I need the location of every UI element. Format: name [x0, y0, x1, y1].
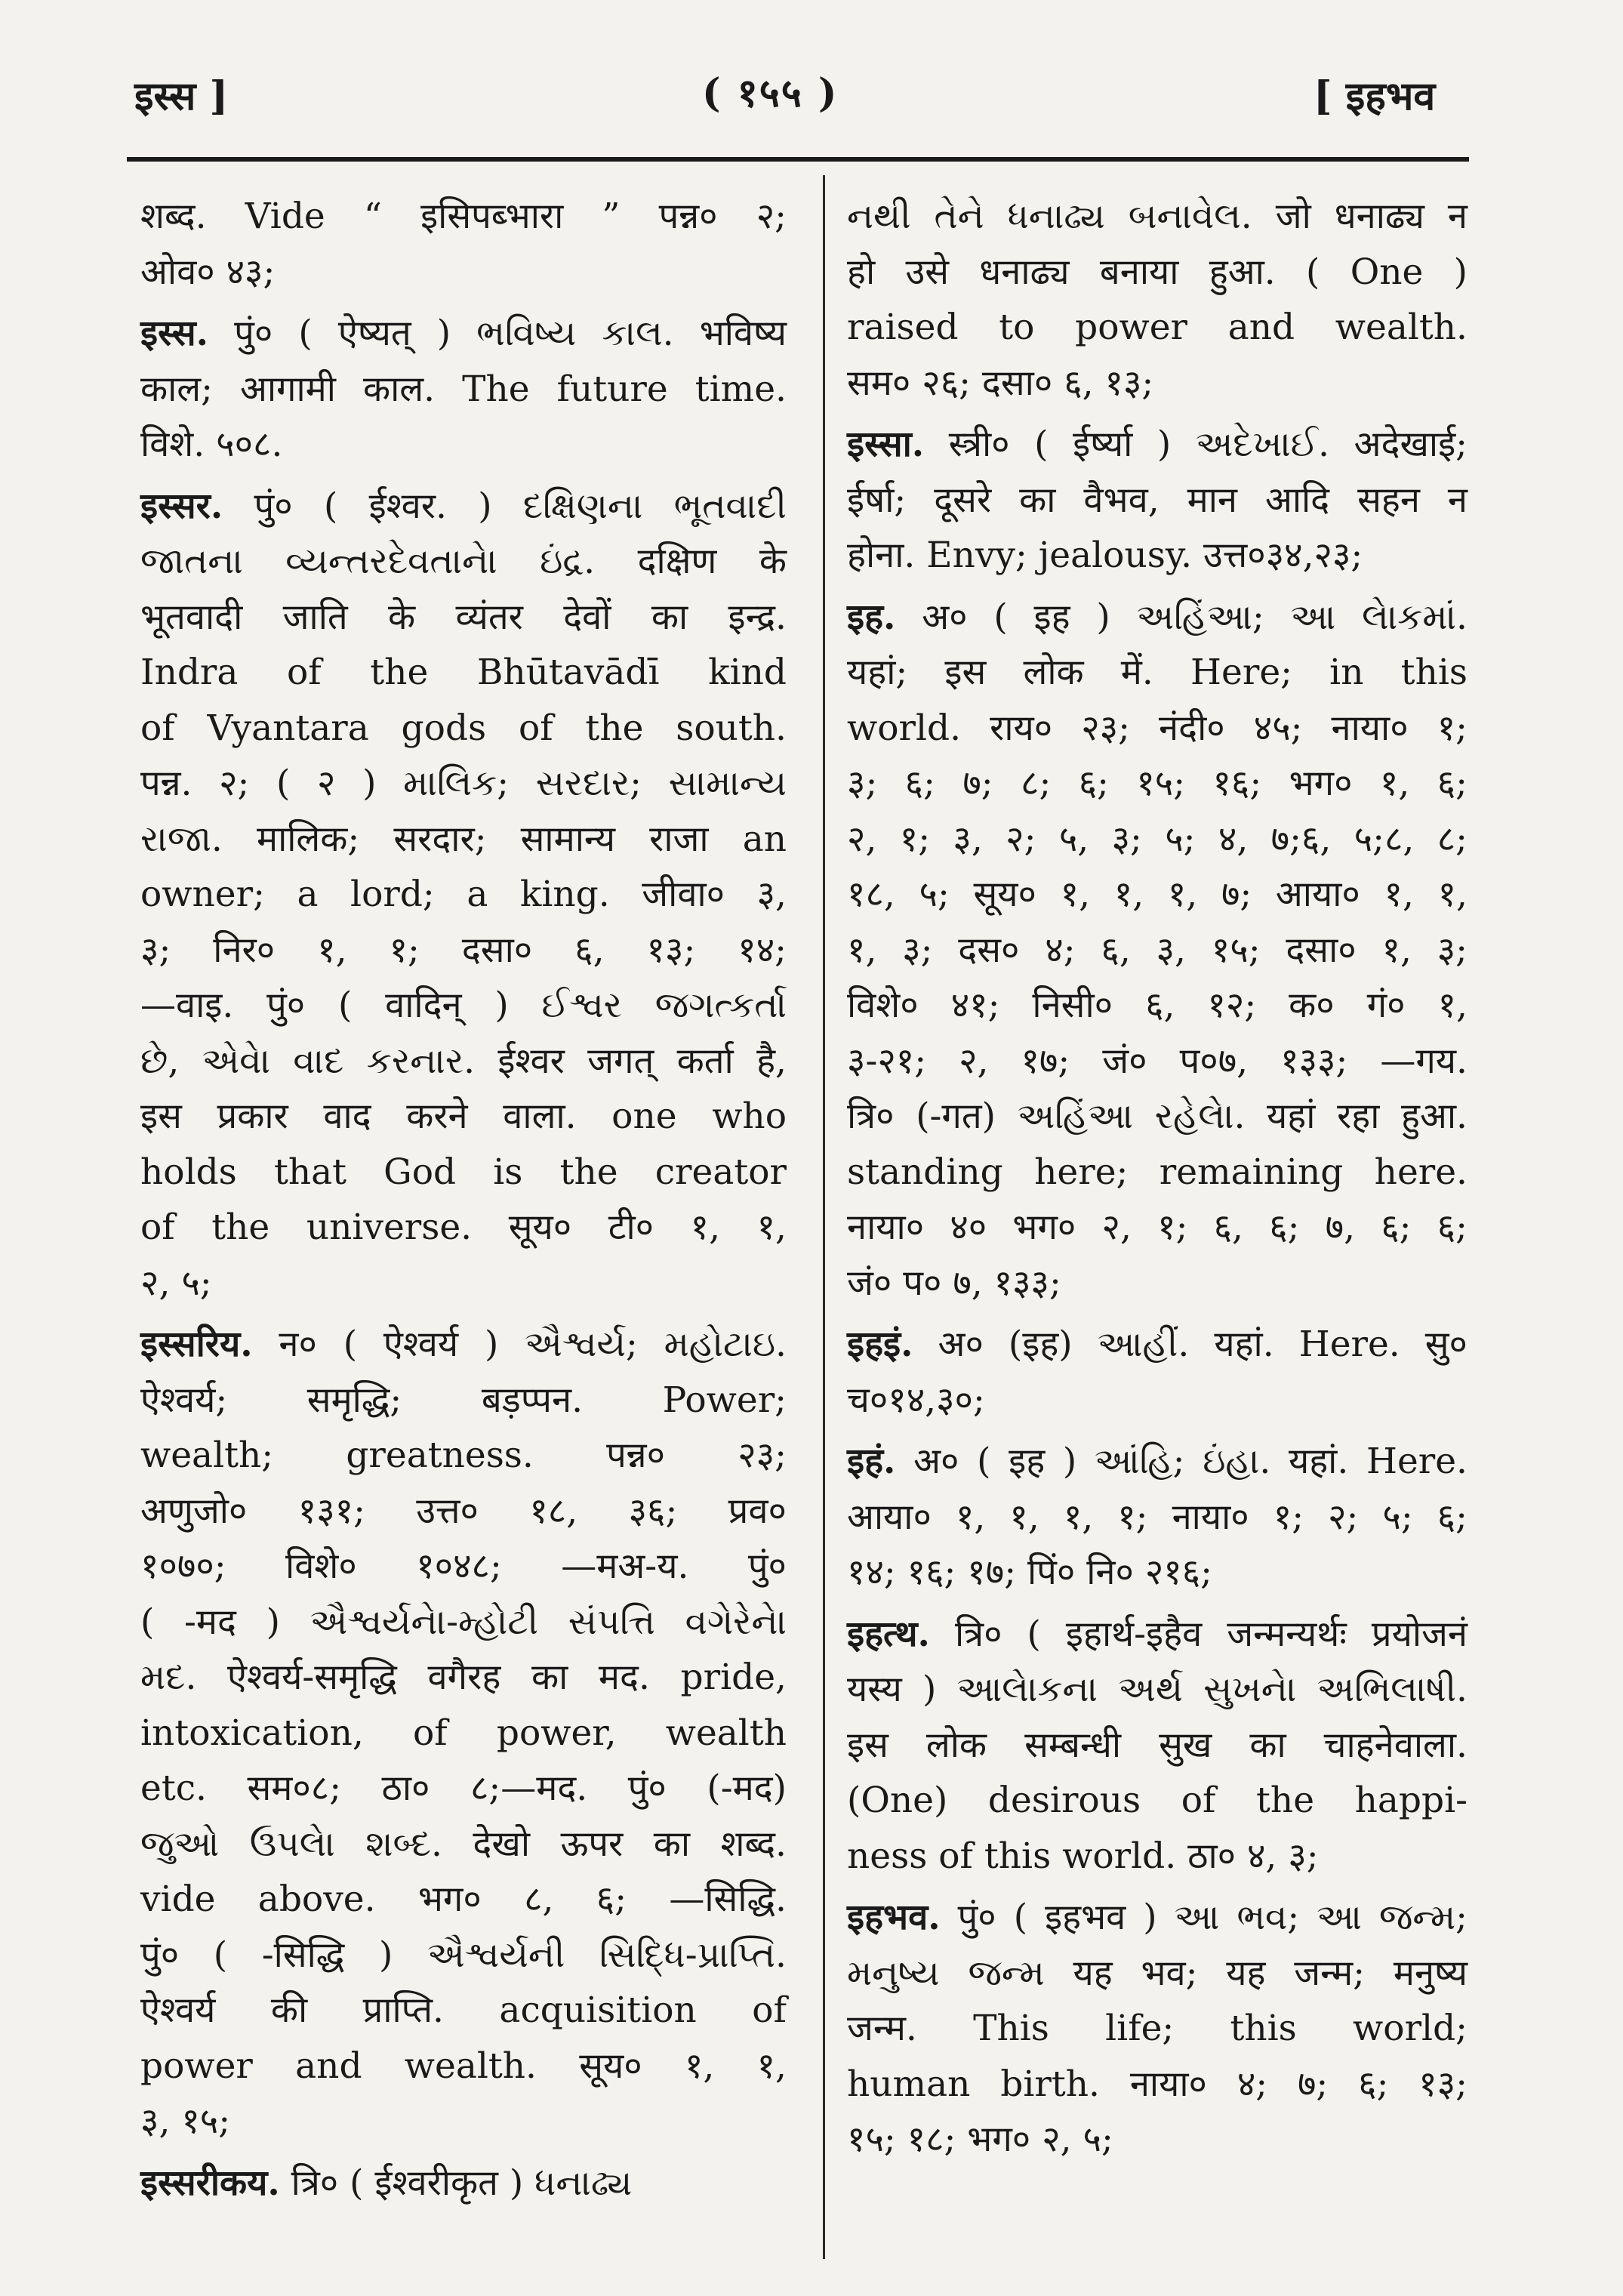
- entry-line: human birth. नाया० ४; ७; ६; १३;: [847, 2063, 1467, 2105]
- entry-line: २, ५;: [140, 1262, 212, 1304]
- entry-line: हो उसे धनाढ्य बनाया हुआ. ( One ): [847, 251, 1467, 293]
- entry-continuation: [140, 189, 787, 300]
- dictionary-entry: [847, 1890, 1467, 2168]
- entry-line: ३-२१; २, १७; जं० प०७, १३३; —गय.: [847, 1040, 1467, 1082]
- column-divider: [823, 175, 825, 2259]
- page-number: ( १५५ ): [702, 70, 839, 116]
- entry-line: १, ३; दस० ४; ६, ३, १५; दसा० १, ३;: [847, 929, 1467, 971]
- headword: इस्स.: [140, 313, 208, 354]
- entry-line: Indra of the Bhūtavādī kind: [140, 652, 787, 693]
- entry-line: wealth; greatness. पन्न० २३;: [140, 1435, 787, 1476]
- headword: इस्सर.: [140, 485, 223, 527]
- headword: इहभव.: [847, 1897, 941, 1938]
- entry-line: होना. Envy; jealousy. उत्त०३४,२३;: [847, 535, 1363, 576]
- dictionary-entry: [847, 590, 1467, 1311]
- entry-line: पन्न. २; ( २ ) માલિક; સરદાર; સામાન્ય: [140, 763, 787, 804]
- entry-line: १५; १८; भग० २, ५;: [847, 2119, 1113, 2160]
- dictionary-entry: [140, 2156, 787, 2211]
- dictionary-entry: [140, 479, 787, 1311]
- entry-line: यहां; इस लोक में. Here; in this: [847, 652, 1467, 693]
- entry-line: નથી તેને ધનાઢ્ય બનાવેલ. जो धनाढ्य न: [847, 196, 1467, 237]
- header-right-guideword: [ इहभव: [1313, 73, 1436, 119]
- dictionary-entry: [847, 1317, 1467, 1428]
- entry-line: च०१४,३०;: [847, 1379, 985, 1421]
- entry-line: इहत्थ. त्रि० ( इहार्थ-इहैव जन्मन्यर्थः प्रयोजनं: [847, 1613, 1467, 1655]
- entry-line: —वाइ. पुं० ( वादिन् ) ઈશ્વર જગત્કર્તા: [140, 985, 787, 1026]
- entry-line: इस प्रकार वाद करने वाला. one who: [140, 1096, 787, 1137]
- headword: इहइं.: [847, 1324, 913, 1365]
- entry-line: विशे. ५०८.: [140, 424, 283, 465]
- entry-line: नाया० ४० भग० २, १; ६, ६; ७, ६; ६;: [847, 1207, 1467, 1248]
- entry-line: सम० २६; दसा० ६, १३;: [847, 362, 1154, 404]
- entry-line: इस्सरीकय. त्रि० ( ईश्वरीकृत ) ધનાઢ્ય: [140, 2162, 633, 2204]
- entry-line: १४; १६; १७; पिं० नि० २१६;: [847, 1552, 1213, 1593]
- dictionary-entry: [847, 1607, 1467, 1885]
- entry-line: इस्सर. पुं० ( ईश्वर. ) દક્ષિણના ભૂતવાદી: [140, 485, 787, 527]
- header-left-guideword: इस्स ]: [134, 73, 229, 119]
- entry-line: २, १; ३, २; ५, ३; ५; ४, ७;६, ५;८, ८;: [847, 818, 1467, 860]
- entry-line: ओव० ४३;: [140, 251, 276, 293]
- entry-line: ऐश्वर्य की प्राप्ति. acquisition of: [140, 1989, 787, 2031]
- page-header: [0, 60, 1623, 121]
- entry-line: काल; आगामी काल. The future time.: [140, 368, 787, 410]
- entry-line: १०७०; विशे० १०४८; —मअ-य. पुं०: [140, 1546, 787, 1587]
- entry-line: अणुजो० १३१; उत्त० १८, ३६; प्रव०: [140, 1490, 787, 1532]
- entry-line: of Vyantara gods of the south.: [140, 707, 787, 749]
- entry-line: ३; ६; ७; ८; ६; १५; १६; भग० १, ६;: [847, 763, 1467, 804]
- entry-line: etc. सम०८; ठा० ८;—मद. पुं० (-मद): [140, 1767, 787, 1809]
- entry-line: १८, ५; सूय० १, १, १, ७; आया० १, १,: [847, 874, 1467, 915]
- entry-line: world. राय० २३; नंदी० ४५; नाया० १;: [847, 707, 1467, 749]
- entry-line: જુઓ ઉપલેા શબ્દ. देखो ऊपर का शब्द.: [140, 1823, 787, 1865]
- entry-line: છે, એવેા વાદ કરનાર. ईश्वर जगत् कर्ता है,: [140, 1040, 787, 1082]
- entry-line: જાતના વ્યન્તરદેવતાનેા ઇંદ્ર. दक्षिण के: [140, 541, 787, 582]
- entry-line: इस्स. पुं० ( ऐष्यत् ) ભવિષ્ય કાલ. भविष्य: [140, 313, 787, 354]
- entry-line: जन्म. This life; this world;: [847, 2008, 1467, 2049]
- entry-line: raised to power and wealth.: [847, 307, 1467, 348]
- dictionary-entry: [847, 417, 1467, 584]
- entry-line: (One) desirous of the happi-: [847, 1780, 1467, 1821]
- entry-line: इस्सरिय. न० ( ऐश्वर्य ) ઐશ્વર્ય; મહોટાઇ.: [140, 1324, 787, 1365]
- dictionary-entry: [140, 1317, 787, 2150]
- entry-line: आया० १, १, १, १; नाया० १; २; ५; ६;: [847, 1496, 1467, 1538]
- entry-line: ऐश्वर्य; समृद्धि; बड़प्पन. Power;: [140, 1379, 787, 1421]
- headword: इस्सरीकय.: [140, 2162, 280, 2204]
- entry-line: इहइं. अ० (इह) આહીં. यहां. Here. सु०: [847, 1324, 1467, 1365]
- entry-line: મદ. ऐश्वर्य-समृद्धि वगैरह का मद. pride,: [140, 1657, 787, 1698]
- entry-line: इह. अ० ( इह ) અહિંઆ; આ લેાકમાં.: [847, 596, 1467, 638]
- entry-line: owner; a lord; a king. जीवा० ३,: [140, 874, 787, 915]
- entry-line: intoxication, of power, wealth: [140, 1712, 787, 1754]
- entry-line: यस्य ) આલેાકના અર્થ સુખનેા અભિલાષી.: [847, 1669, 1467, 1710]
- entry-line: ३; निर० १, १; दसा० ६, १३; १४;: [140, 929, 787, 971]
- entry-line: ३, १५;: [140, 2100, 231, 2142]
- dictionary-entry: [140, 306, 787, 473]
- entry-line: इहं. अ० ( इह ) આંહિ; ઇંહા. यहां. Here.: [847, 1441, 1467, 1482]
- entry-line: भूतवादी जाति के व्यंतर देवों का इन्द्र.: [140, 596, 787, 638]
- entry-line: holds that God is the creator: [140, 1151, 787, 1193]
- entry-line: standing here; remaining here.: [847, 1151, 1467, 1193]
- entry-line: पुं० ( -सिद्धि ) ઐશ્વર્યની સિદ્ધિ-પ્રાપ્તિ.: [140, 1934, 787, 1976]
- entry-line: ness of this world. ठा० ४, ३;: [847, 1835, 1319, 1877]
- entry-line: शब्द. Vide “ इसिपब्भारा ” पन्न० २;: [140, 196, 787, 237]
- headword: इहं.: [847, 1441, 896, 1482]
- entry-line: of the universe. सूय० टी० १, १,: [140, 1207, 787, 1248]
- right-column: [847, 189, 1467, 2174]
- entry-line: जं० प० ७, १३३;: [847, 1262, 1061, 1304]
- entry-continuation: [847, 189, 1467, 411]
- entry-line: power and wealth. सूय० १, १,: [140, 2045, 787, 2087]
- entry-line: त्रि० (-गत) અહિંઆ રહેલેા. यहां रहा हुआ.: [847, 1096, 1467, 1137]
- entry-line: विशे० ४१; निसी० ६, १२; क० गं० १,: [847, 985, 1467, 1026]
- headword: इस्सा.: [847, 424, 925, 465]
- headword: इस्सरिय.: [140, 1324, 253, 1365]
- entry-line: इस लोक सम्बन्धी सुख का चाहनेवाला.: [847, 1724, 1467, 1766]
- entry-line: vide above. भग० ८, ६; —सिद्धि.: [140, 1878, 787, 1920]
- headword: इहत्थ.: [847, 1613, 930, 1655]
- entry-line: ईर्षा; दूसरे का वैभव, मान आदि सहन न: [847, 479, 1467, 521]
- header-rule: [127, 157, 1469, 162]
- entry-line: इस्सा. स्त्री० ( ईर्ष्या ) અદેખાઈ. अदेखाई;: [847, 424, 1467, 465]
- entry-line: મનુષ્ય જન્મ यह भव; यह जन्म; मनुष्य: [847, 1952, 1467, 1994]
- entry-line: રાજા. मालिक; सरदार; सामान्य राजा an: [140, 818, 787, 860]
- left-column: [140, 189, 787, 2217]
- headword: इह.: [847, 596, 896, 638]
- entry-line: ( -मद ) ઐશ્વર્યનેા-મ્હોટી સંપત્તિ વગેરેનેા: [140, 1601, 787, 1643]
- entry-line: इहभव. पुं० ( इहभव ) આ ભવ; આ જન્મ;: [847, 1897, 1467, 1938]
- dictionary-entry: [847, 1434, 1467, 1601]
